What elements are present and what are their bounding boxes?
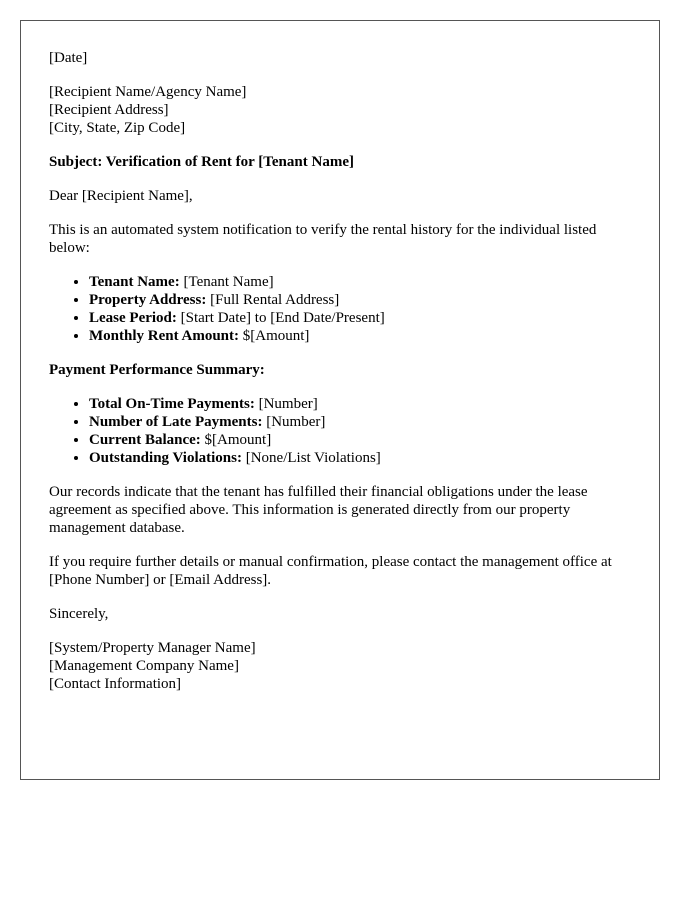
salutation: Dear [Recipient Name], (49, 188, 193, 204)
tenant-details-list (49, 273, 631, 345)
signature-contact: [Contact Information] (49, 676, 182, 692)
letter-date: [Date] (49, 50, 88, 66)
list-item (89, 395, 631, 413)
list-item (89, 309, 631, 327)
list-item (89, 327, 631, 345)
detail-label: Lease Period: (89, 310, 177, 326)
list-item (89, 431, 631, 449)
detail-label: Monthly Rent Amount: (89, 328, 240, 344)
recipient-city-state-zip: [City, State, Zip Code] (49, 120, 186, 136)
detail-label: Outstanding Violations: (89, 450, 242, 466)
detail-value: [None/List Violations] (241, 450, 381, 466)
list-item (89, 413, 631, 431)
list-item (89, 291, 631, 309)
recipient-block (49, 83, 631, 137)
signature-block (49, 639, 631, 693)
list-item (89, 273, 631, 291)
detail-value: [Tenant Name] (179, 274, 274, 290)
list-item (89, 449, 631, 467)
contact-paragraph: If you require further details or manual confirmation, please contact the management office at [Phone Number] or [Email Address]. (49, 554, 612, 588)
detail-value: [Full Rental Address] (206, 292, 340, 308)
detail-label: Number of Late Payments: (89, 414, 263, 430)
payment-summary-title: Payment Performance Summary: (49, 362, 265, 378)
signature-name: [System/Property Manager Name] (49, 640, 256, 656)
detail-value: $[Amount] (200, 432, 272, 448)
letter-subject: Subject: Verification of Rent for [Tenant Name] (49, 154, 354, 170)
detail-value: [Number] (254, 396, 318, 412)
detail-value: $[Amount] (239, 328, 310, 344)
payment-summary-list (49, 395, 631, 467)
detail-label: Property Address: (89, 292, 207, 308)
recipient-name: [Recipient Name/Agency Name] (49, 84, 247, 100)
signature-company: [Management Company Name] (49, 658, 239, 674)
detail-label: Total On-Time Payments: (89, 396, 255, 412)
recipient-address: [Recipient Address] (49, 102, 169, 118)
detail-label: Current Balance: (89, 432, 201, 448)
closing: Sincerely, (49, 606, 109, 622)
detail-label: Tenant Name: (89, 274, 180, 290)
letter-page (20, 20, 660, 780)
intro-paragraph: This is an automated system notification to verify the rental history for the individual listed below: (49, 222, 597, 256)
records-paragraph: Our records indicate that the tenant has fulfilled their financial obligations under the lease agreement as specified above. This information is generated directly from our property management database. (49, 484, 588, 536)
detail-value: [Number] (262, 414, 326, 430)
detail-value: [Start Date] to [End Date/Present] (176, 310, 385, 326)
